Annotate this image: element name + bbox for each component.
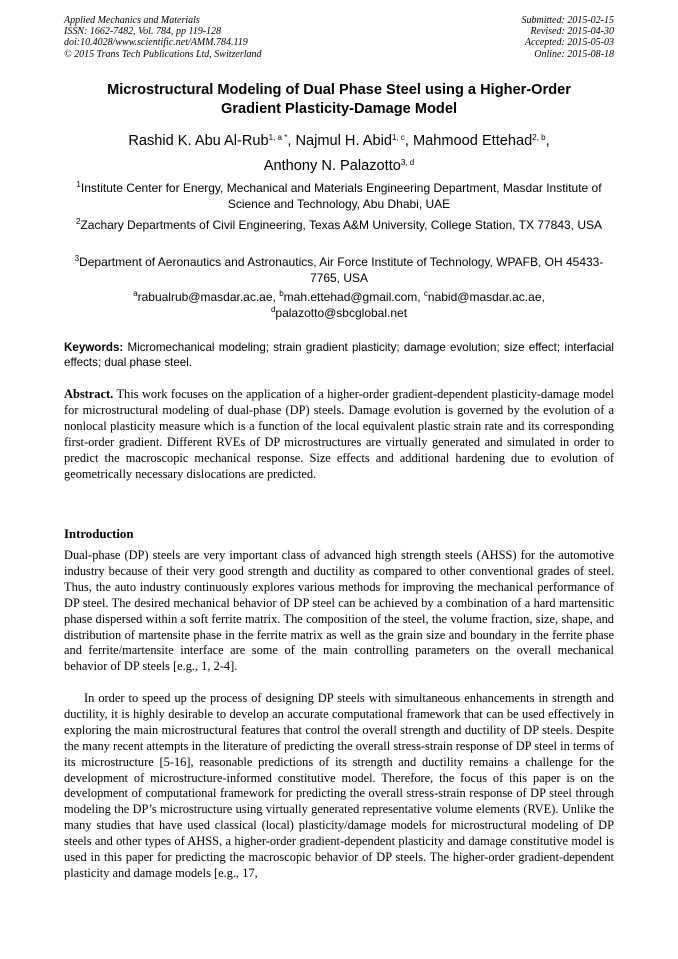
author-separator: , [404,133,413,149]
date-online: Online: 2015-08-18 [534,48,614,60]
abstract-label: Abstract. [64,387,114,401]
author-name: Anthony N. Palazotto [263,158,401,174]
author-separator: , [545,133,550,149]
date-accepted: Accepted: 2015-05-03 [524,37,614,49]
abstract [64,387,614,482]
email-link[interactable]: mah.ettehad@gmail.com, [283,290,424,304]
keywords-label: Keywords: [64,341,124,354]
title-line-2: Gradient Plasticity-Damage Model [221,101,457,117]
journal-name: Applied Mechanics and Materials [64,15,200,26]
affiliation-1 [64,181,614,212]
affiliation-text: Department of Aeronautics and Astronautics, Air Force Institute of Technology, WPAFB, OH 45433-7765, USA [79,255,604,285]
affiliation-3 [64,255,614,286]
email-mark: d [270,304,276,314]
date-submitted: Submitted: 2015-02-15 [521,15,614,26]
affiliation-2 [64,218,614,234]
email-link[interactable]: nabid@masdar.ac.ae, [427,290,545,304]
journal-copyright: © 2015 Trans Tech Publications Ltd, Switzerland [64,48,262,60]
abstract-text: This work focuses on the application of a higher-order gradient-dependent plasticity-damage model for microstructural modeling of dual-phase (DP) steels. Damage evolution is governed by the evolution of a nonlocal plasticity measure which is a function of the local equivalent plastic strain rate and its corresponding first-order gradient. Different RVEs of DP microstructures are virtually generated and simulated in order to predict the macroscopic mechanical response. Size effects and additional hardening due to evolution of geometrically necessary dislocations are predicted. [64,387,614,481]
keywords-text: Micromechanical modeling; strain gradient plasticity; damage evolution; size effect; interfacial effects; dual phase steel. [64,341,614,369]
email-mark: b [279,289,284,298]
title-line-1: Microstructural Modeling of Dual Phase Steel using a Higher-Order [107,82,571,98]
author-name: Mahmood Ettehad [413,133,533,149]
author-emails [64,290,614,321]
journal-issn: ISSN: 1662-7482, Vol. 784, pp 119-128 [64,26,222,38]
email-link[interactable]: palazotto@sbcglobal.net [275,305,408,320]
journal-info [64,15,262,60]
keywords [64,340,614,370]
email-line-1 [64,290,614,306]
email-link[interactable]: rabualrub@masdar.ac.ae, [137,290,280,304]
introduction-heading: Introduction [64,527,134,541]
date-revised: Revised: 2015-04-30 [530,26,614,38]
affiliation-text: Zachary Departments of Civil Engineering, Texas A&M University, College Station, TX 77843, USA [80,218,603,232]
introduction-paragraph-2: In order to speed up the process of designing DP steels with simultaneous enhancements in strength and ductility, it is highly desirable to develop an accurate computational framework that can be used effectively in exploring the main microstructural features that control the overall strength and ductility of DP steels. Despite the many recent attempts in the literature of predicting the overall stress-strain response of DP steel in terms of its microstructure [5-16], reasonable predictions of its strength and ductility remains a challenge for the development of microstructure-informed constitutive model. Therefore, the focus of this paper is on the development of computational framework for predicting the overall stress-strain response of DP steel through modeling the DP’s microstructure using virtually generated representative volume elements (RVE). Unlike the many studies that have used classical (local) plasticity/damage models for microstructural modeling of DP steels and other types of AHSS, a higher-order gradient-dependent plasticity and damage constitutive model is used in this paper for predicting the macroscopic behavior of DP steels. The higher-order gradient-dependent plasticity and damage models [e.g., 17, [64,691,614,880]
author-affiliation-mark: 2, b [532,133,546,142]
author-affiliation-mark: 3, d [400,158,415,167]
email-mark: a [133,289,138,298]
author-name: Rashid K. Abu Al-Rub [128,133,269,149]
affiliation-number: 2 [75,217,81,226]
publication-dates [522,15,615,60]
email-line-2 [64,306,614,322]
author-separator: , [287,133,296,149]
author-affiliation-mark: 1, c [391,133,405,142]
journal-doi[interactable]: doi:10.4028/www.scientific.net/AMM.784.119 [64,37,248,49]
email-mark: c [423,289,428,298]
paper-title [64,81,614,119]
affiliation-text: Institute Center for Energy, Mechanical and Materials Engineering Department, Masdar Institute of Science and Technology, Abu Dhabi, UAE [80,181,602,211]
author-name: Najmul H. Abid [295,133,392,149]
author-affiliation-mark: 1, a * [268,133,288,142]
introduction-paragraph-1: Dual-phase (DP) steels are very important class of advanced high strength steels (AHSS) for the automotive industry because of their very good strength and ductility as compared to other conventional grades of steel. Thus, the auto industry continuously explores various methods for improving the mechanical performance of DP steel. The desired mechanical behavior of DP steel can be achieved by a combination of a hard martensitic phase dispersed within a soft ferrite matrix. The composition of the steel, the volume fraction, size, shape, and distribution of martensite phase in the ferrite matrix as well as the grain size and boundary in the ferrite phase and ferrite/martensite interface are some of the main controlling parameters on the overall mechanical behavior of DP steels [e.g., 1, 2-4]. [64,548,614,674]
affiliation-number: 3 [74,254,80,263]
author-line-1 [64,129,614,154]
author-list [64,129,614,179]
author-line-2 [64,154,614,179]
affiliation-number: 1 [76,180,81,189]
